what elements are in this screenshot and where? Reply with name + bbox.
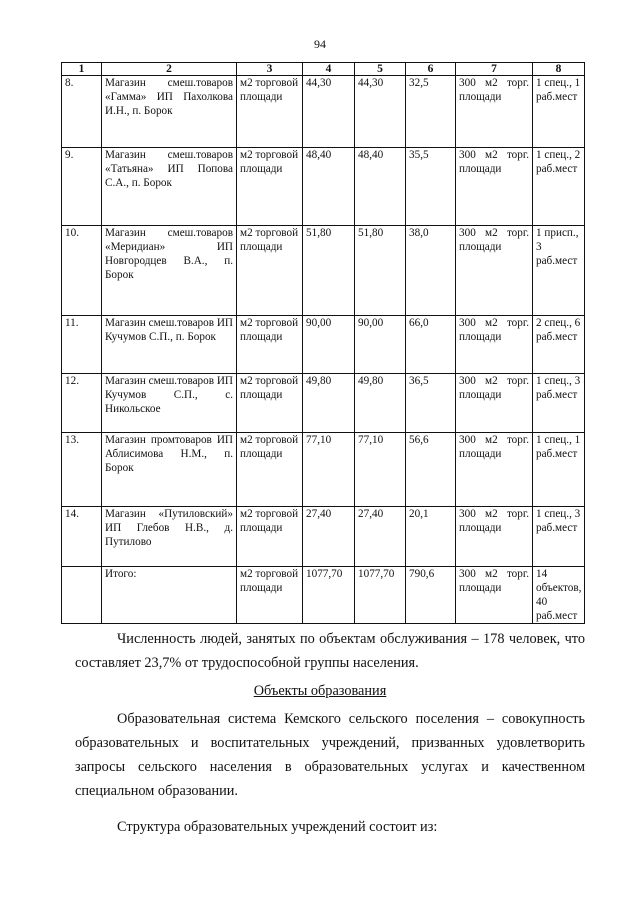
row-number: 10. bbox=[62, 226, 102, 316]
value-cell: 1077,70 bbox=[355, 567, 406, 624]
column-header: 3 bbox=[237, 63, 303, 76]
paragraph-text: Структура образовательных учреждений состоит из: bbox=[117, 819, 438, 835]
column-header: 5 bbox=[355, 63, 406, 76]
norm-cell: 300 м2 торг. площади bbox=[456, 433, 533, 507]
table-header-row bbox=[62, 63, 585, 76]
value-cell: 49,80 bbox=[303, 374, 355, 433]
page-number: 94 bbox=[314, 37, 326, 51]
unit-cell: м2 торговой площади bbox=[237, 433, 303, 507]
value-cell: 20,1 bbox=[406, 507, 456, 567]
paragraph-text: Численность людей, занятых по объектам обслуживания – 178 человек, что составляет 23,7% от трудоспособной группы населения. bbox=[75, 631, 585, 671]
object-name: Магазин смеш.товаров «Гамма» ИП Пахолкова И.Н., п. Борок bbox=[102, 76, 237, 148]
value-cell: 790,6 bbox=[406, 567, 456, 624]
value-cell: 48,40 bbox=[303, 148, 355, 226]
row-number: 13. bbox=[62, 433, 102, 507]
column-header: 1 bbox=[62, 63, 102, 76]
table-row bbox=[62, 316, 585, 374]
row-number: 14. bbox=[62, 507, 102, 567]
unit-cell: м2 торговой площади bbox=[237, 316, 303, 374]
table-row bbox=[62, 433, 585, 507]
staff-cell: 1 спец., 1 раб.мест bbox=[533, 433, 585, 507]
norm-cell: 300 м2 торг. площади bbox=[456, 507, 533, 567]
row-number: 11. bbox=[62, 316, 102, 374]
row-number: 12. bbox=[62, 374, 102, 433]
value-cell: 56,6 bbox=[406, 433, 456, 507]
staff-cell: 1 спец., 3 раб.мест bbox=[533, 507, 585, 567]
norm-cell: 300 м2 торг. площади bbox=[456, 76, 533, 148]
unit-cell: м2 торговой площади bbox=[237, 374, 303, 433]
norm-cell: 300 м2 торг. площади bbox=[456, 374, 533, 433]
row-number bbox=[62, 567, 102, 624]
staff-cell: 1 спец., 1 раб.мест bbox=[533, 76, 585, 148]
paragraph-text: Образовательная система Кемского сельского поселения – совокупность образовательных и воспитательных учреждений, призванных удовлетворить запросы сельского населения в образовательных услугах и качественном специальном образовании. bbox=[75, 711, 585, 799]
staff-cell: 1 спец., 2 раб.мест bbox=[533, 148, 585, 226]
norm-cell: 300 м2 торг. площади bbox=[456, 567, 533, 624]
value-cell: 32,5 bbox=[406, 76, 456, 148]
table-row bbox=[62, 226, 585, 316]
value-cell: 44,30 bbox=[355, 76, 406, 148]
value-cell: 51,80 bbox=[303, 226, 355, 316]
value-cell: 66,0 bbox=[406, 316, 456, 374]
value-cell: 90,00 bbox=[303, 316, 355, 374]
value-cell: 27,40 bbox=[303, 507, 355, 567]
norm-cell: 300 м2 торг. площади bbox=[456, 226, 533, 316]
object-name: Магазин «Путиловский» ИП Глебов Н.В., д. Путилово bbox=[102, 507, 237, 567]
value-cell: 49,80 bbox=[355, 374, 406, 433]
staff-cell: 14 объектов, 40 раб.мест bbox=[533, 567, 585, 624]
unit-cell: м2 торговой площади bbox=[237, 226, 303, 316]
structure-paragraph bbox=[75, 815, 585, 839]
column-header: 7 bbox=[456, 63, 533, 76]
employment-paragraph bbox=[75, 627, 585, 675]
value-cell: 48,40 bbox=[355, 148, 406, 226]
staff-cell: 1 присп., 3 раб.мест bbox=[533, 226, 585, 316]
unit-cell: м2 торговой площади bbox=[237, 148, 303, 226]
services-table bbox=[61, 62, 585, 624]
column-header: 4 bbox=[303, 63, 355, 76]
norm-cell: 300 м2 торг. площади bbox=[456, 316, 533, 374]
staff-cell: 1 спец., 3 раб.мест bbox=[533, 374, 585, 433]
row-number: 8. bbox=[62, 76, 102, 148]
unit-cell: м2 торговой площади bbox=[237, 76, 303, 148]
unit-cell: м2 торговой площади bbox=[237, 567, 303, 624]
column-header: 8 bbox=[533, 63, 585, 76]
table-row bbox=[62, 507, 585, 567]
object-name: Магазин смеш.товаров «Татьяна» ИП Попова С.А., п. Борок bbox=[102, 148, 237, 226]
object-name: Магазин смеш.товаров ИП Кучумов С.П., п. Борок bbox=[102, 316, 237, 374]
column-header: 2 bbox=[102, 63, 237, 76]
total-label: Итого: bbox=[102, 567, 237, 624]
value-cell: 77,10 bbox=[355, 433, 406, 507]
value-cell: 27,40 bbox=[355, 507, 406, 567]
value-cell: 35,5 bbox=[406, 148, 456, 226]
norm-cell: 300 м2 торг. площади bbox=[456, 148, 533, 226]
value-cell: 1077,70 bbox=[303, 567, 355, 624]
value-cell: 36,5 bbox=[406, 374, 456, 433]
row-number: 9. bbox=[62, 148, 102, 226]
table-row bbox=[62, 148, 585, 226]
object-name: Магазин смеш.товаров «Меридиан» ИП Новгородцев В.А., п. Борок bbox=[102, 226, 237, 316]
value-cell: 90,00 bbox=[355, 316, 406, 374]
table-row bbox=[62, 76, 585, 148]
staff-cell: 2 спец., 6 раб.мест bbox=[533, 316, 585, 374]
value-cell: 51,80 bbox=[355, 226, 406, 316]
unit-cell: м2 торговой площади bbox=[237, 507, 303, 567]
object-name: Магазин промтоваров ИП Аблисимова Н.М., п. Борок bbox=[102, 433, 237, 507]
column-header: 6 bbox=[406, 63, 456, 76]
value-cell: 77,10 bbox=[303, 433, 355, 507]
table-row bbox=[62, 374, 585, 433]
table-total-row bbox=[62, 567, 585, 624]
education-paragraph bbox=[75, 707, 585, 803]
section-heading: Объекты образования bbox=[253, 683, 387, 699]
value-cell: 44,30 bbox=[303, 76, 355, 148]
value-cell: 38,0 bbox=[406, 226, 456, 316]
object-name: Магазин смеш.товаров ИП Кучумов С.П., с. Никольское bbox=[102, 374, 237, 433]
